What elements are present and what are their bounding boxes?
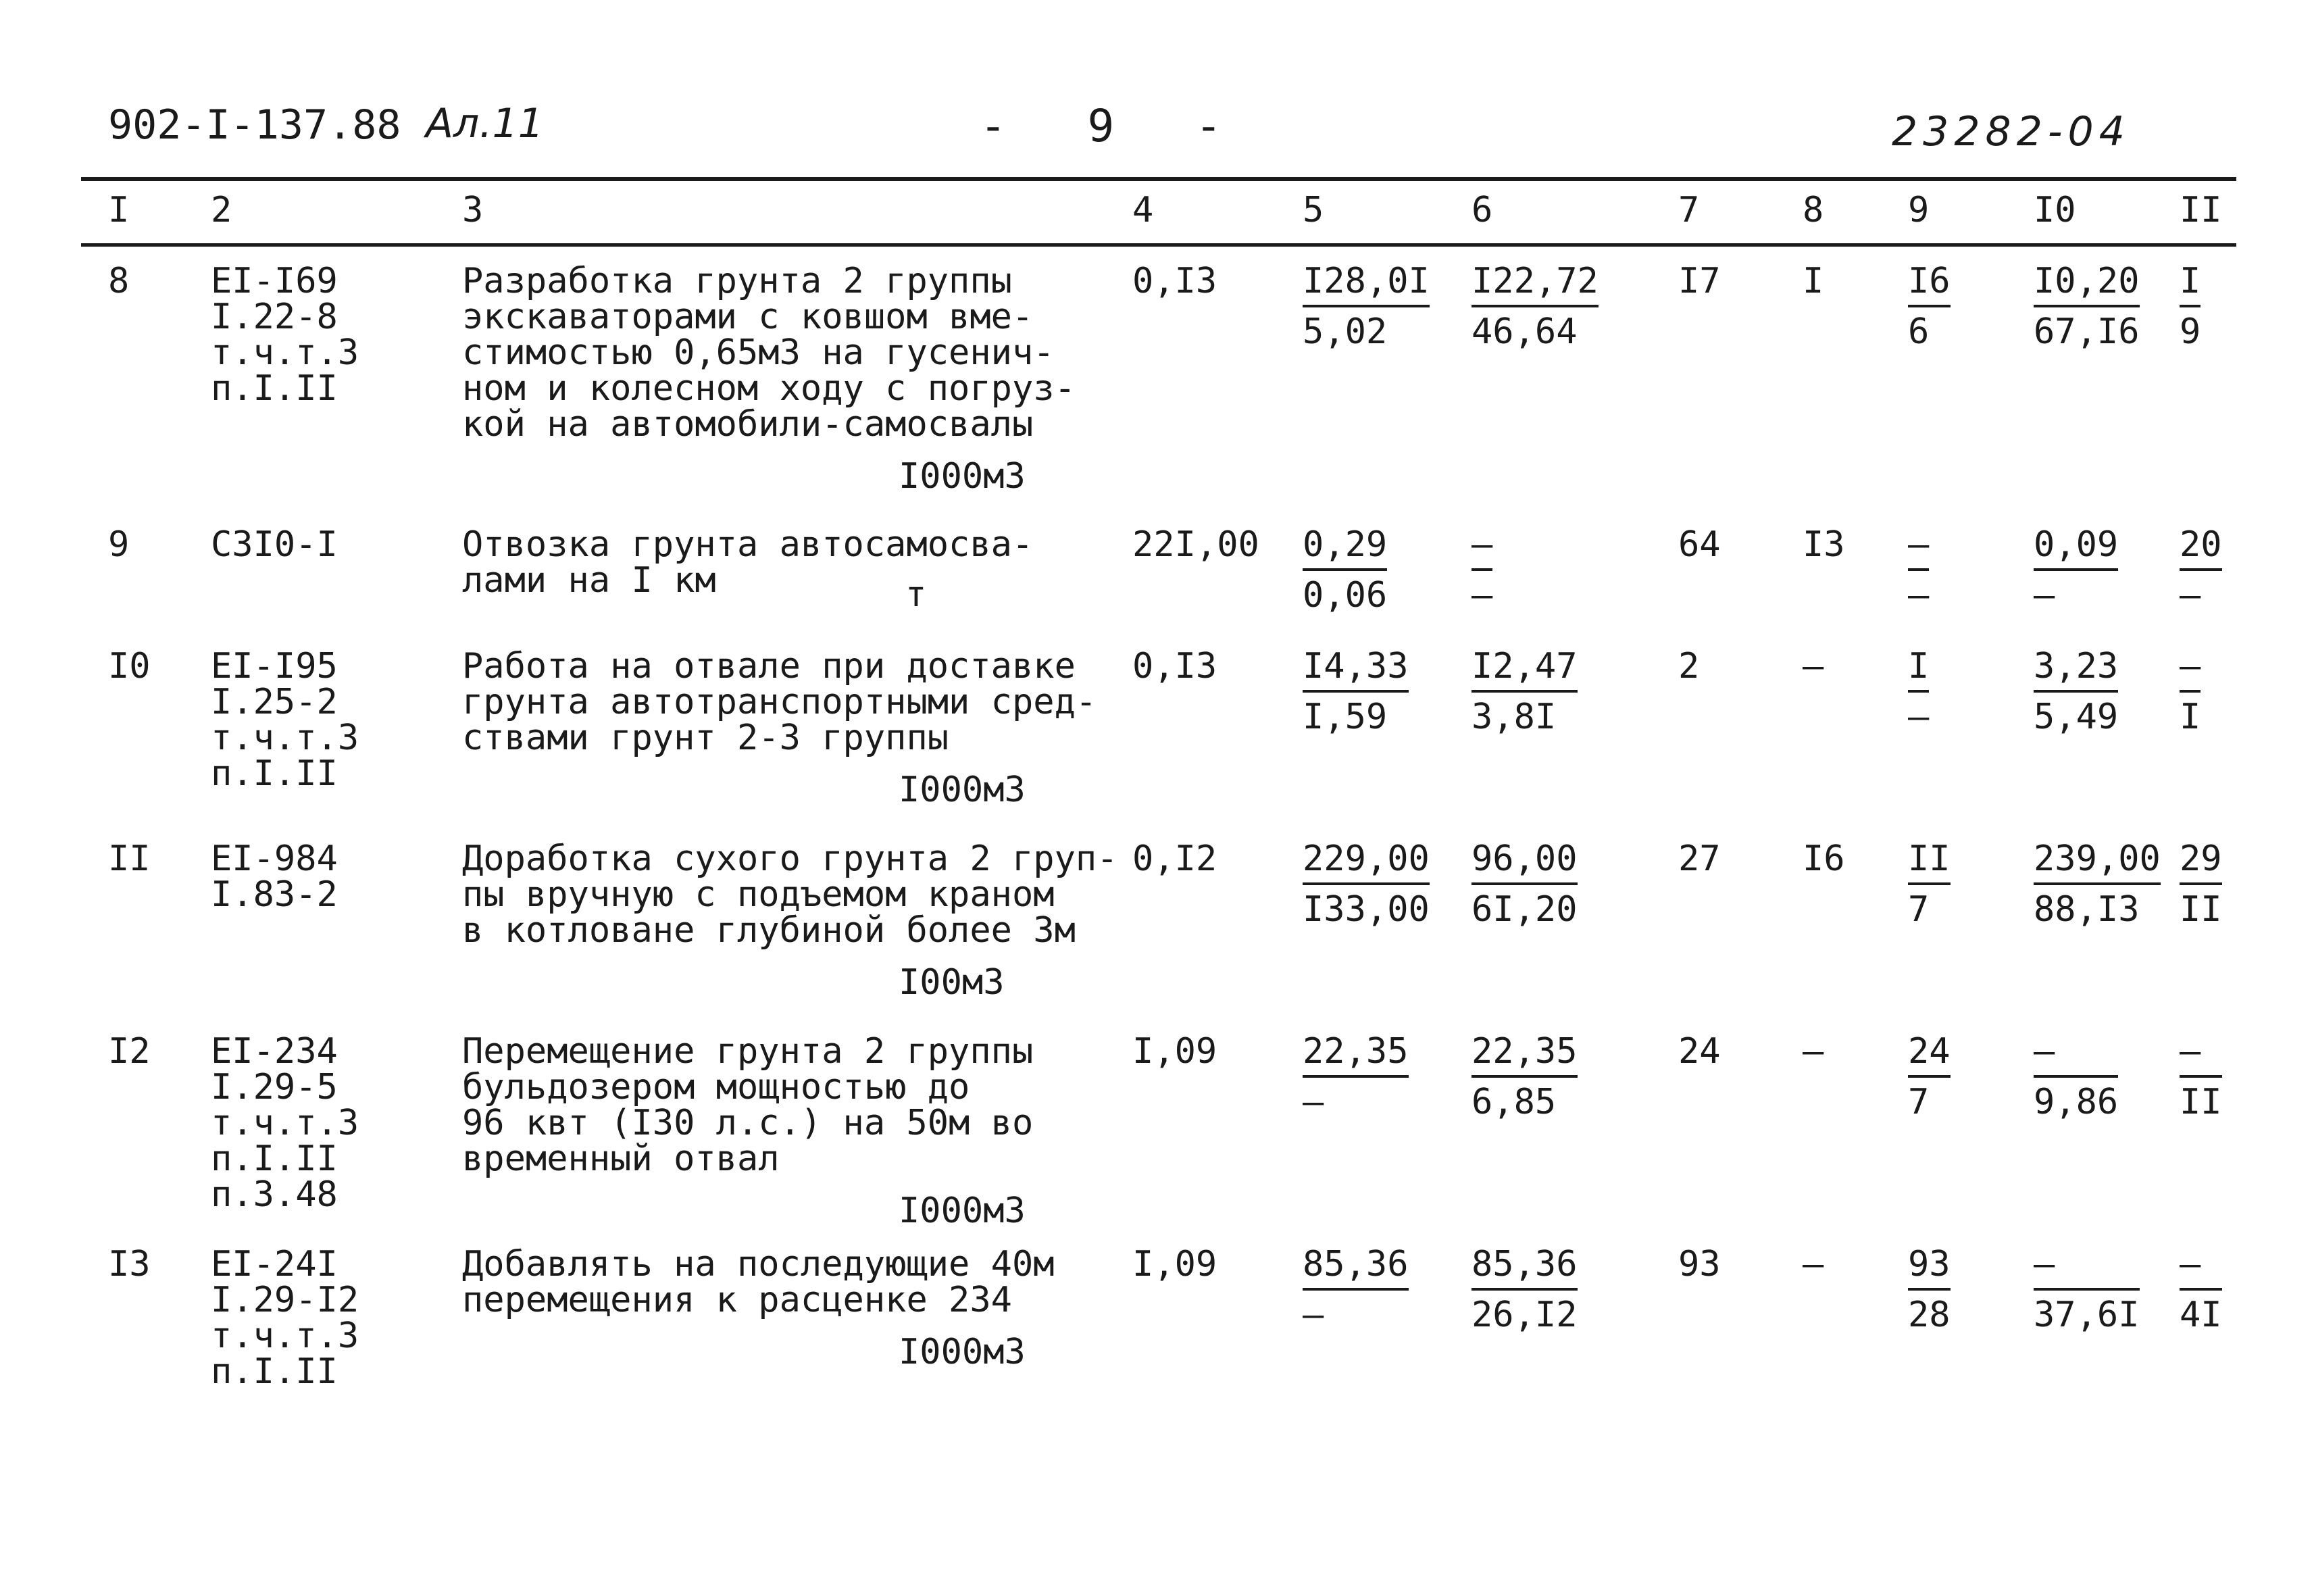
col6-value-denominator: 26,I2 <box>1472 1295 1578 1335</box>
col9-value-denominator: – <box>1908 575 1930 616</box>
column-header-8: 8 <box>1803 190 1824 230</box>
column-header-11: II <box>2180 190 2222 230</box>
column-header-6: 6 <box>1472 190 1493 230</box>
column-header-3: 3 <box>462 190 484 230</box>
col8-value: – <box>1803 646 1824 687</box>
col11-value-numerator: – <box>2180 1247 2222 1291</box>
col6-value-denominator: 3,8I <box>1472 697 1557 737</box>
col11-value <box>2180 261 2201 352</box>
col6-value-denominator: 6,85 <box>1472 1082 1557 1122</box>
quantity: I,09 <box>1132 1244 1217 1285</box>
col10-value-numerator: 239,00 <box>2034 841 2161 885</box>
col10-value <box>2034 1031 2119 1122</box>
work-description: Перемещение грунта 2 группы бульдозером мощностью до 96 квт (I30 л.с.) на 50м во временный отвал <box>462 1031 1034 1179</box>
col9-value <box>1908 646 1930 737</box>
col9-value-denominator: 6 <box>1908 311 1930 352</box>
col5-value <box>1303 524 1388 616</box>
col5-value-numerator: I28,0I <box>1303 264 1430 307</box>
col5-value-numerator: 229,00 <box>1303 841 1430 885</box>
col11-value <box>2180 1031 2222 1122</box>
col6-value <box>1472 261 1599 352</box>
col5-value <box>1303 261 1430 352</box>
row-number: II <box>108 839 151 879</box>
col6-value-numerator: 96,00 <box>1472 841 1578 885</box>
col11-value-numerator: 20 <box>2180 527 2222 571</box>
col10-value-denominator: 37,6I <box>2034 1295 2140 1335</box>
sheet-label: Ал.11 <box>426 100 544 147</box>
col10-value <box>2034 841 2161 928</box>
col11-value <box>2180 841 2222 928</box>
col7-value: 93 <box>1678 1244 1721 1285</box>
column-header-1: I <box>108 190 130 230</box>
col8-value: I3 <box>1803 524 1845 565</box>
col6-value-denominator: 6I,20 <box>1472 889 1578 930</box>
col10-value-denominator: 88,I3 <box>2034 889 2140 930</box>
col11-value <box>2180 524 2222 616</box>
quantity: I,09 <box>1132 1031 1217 1072</box>
col10-value-numerator: I0,20 <box>2034 264 2140 307</box>
col5-value-numerator: 0,29 <box>1303 527 1387 571</box>
col6-value-numerator: – <box>1472 527 1492 571</box>
col6-value-denominator: – <box>1472 575 1493 616</box>
col11-value-denominator: II <box>2180 889 2222 930</box>
col11-value-denominator: – <box>2180 575 2201 616</box>
col10-value <box>2034 524 2119 616</box>
col9-value-numerator: I6 <box>1908 264 1951 307</box>
col6-value <box>1472 524 1493 616</box>
col5-value-denominator: 5,02 <box>1303 311 1388 352</box>
col5-value-numerator: 85,36 <box>1303 1247 1409 1291</box>
norm-code: EI-I95 I.25-2 т.ч.т.3 п.I.II <box>211 646 359 794</box>
quantity: 22I,00 <box>1132 524 1259 565</box>
col10-value-denominator: 67,I6 <box>2034 311 2140 352</box>
col10-value <box>2034 261 2140 352</box>
col5-value-denominator: – <box>1303 1082 1324 1122</box>
col5-value <box>1303 1244 1409 1335</box>
col11-value-numerator: – <box>2180 1034 2222 1078</box>
col6-value <box>1472 1031 1578 1122</box>
page-number: - 9 - <box>980 100 1249 152</box>
norm-code: EI-234 I.29-5 т.ч.т.3 п.I.II п.3.48 <box>211 1031 359 1215</box>
col5-value-numerator: I4,33 <box>1303 649 1409 693</box>
norm-code: EI-24I I.29-I2 т.ч.т.3 п.I.II <box>211 1244 359 1392</box>
col11-value <box>2180 646 2201 737</box>
col5-value-numerator: 22,35 <box>1303 1034 1409 1078</box>
col5-value <box>1303 841 1430 928</box>
col7-value: 2 <box>1678 646 1700 687</box>
col5-value <box>1303 1031 1409 1122</box>
col11-value-numerator: 29 <box>2180 841 2222 885</box>
col5-value-denominator: 0,06 <box>1303 575 1388 616</box>
col10-value-numerator: 3,23 <box>2034 649 2118 693</box>
col6-value-numerator: I22,72 <box>1472 264 1599 307</box>
col5-value-denominator: I33,00 <box>1303 889 1430 930</box>
col6-value <box>1472 1244 1578 1335</box>
col10-value-denominator: – <box>2034 575 2055 616</box>
col9-value <box>1908 524 1930 616</box>
document-number: 902-I-137.88 <box>108 101 401 149</box>
norm-code: EI-984 I.83-2 <box>211 839 338 915</box>
table-top-rule <box>81 177 2236 181</box>
col9-value <box>1908 261 1951 352</box>
col11-value-denominator: I <box>2180 697 2201 737</box>
unit-of-measure: I000м3 <box>899 770 1026 810</box>
work-description: Доработка сухого грунта 2 груп- пы вручную с подъемом краном в котловане глубиной более 3м <box>462 839 1118 951</box>
col6-value-denominator: 46,64 <box>1472 311 1578 352</box>
col10-value-denominator: 5,49 <box>2034 697 2119 737</box>
work-description: Работа на отвале при доставке грунта автотранспортными сред- ствами грунт 2-3 группы <box>462 646 1097 758</box>
col10-value-numerator: – <box>2034 1247 2140 1291</box>
row-number: I0 <box>108 646 151 687</box>
col9-value-numerator: – <box>1908 527 1929 571</box>
unit-of-measure: I000м3 <box>899 1332 1026 1372</box>
work-description: Разработка грунта 2 группы экскаваторами с ковшом вме- стимостью 0,65м3 на гусенич- ном и колесном ходу с погруз- кой на автомобили-самосвалы <box>462 261 1076 445</box>
col7-value: 24 <box>1678 1031 1721 1072</box>
col7-value: I7 <box>1678 261 1721 301</box>
col9-value-numerator: I <box>1908 649 1929 693</box>
col9-value <box>1908 1244 1951 1335</box>
column-header-4: 4 <box>1132 190 1154 230</box>
col7-value: 27 <box>1678 839 1721 879</box>
unit-of-measure: I000м3 <box>899 456 1026 497</box>
col9-value-denominator: 7 <box>1908 1082 1930 1122</box>
col8-value: I6 <box>1803 839 1845 879</box>
norm-code: EI-I69 I.22-8 т.ч.т.3 п.I.II <box>211 261 359 409</box>
col5-value-denominator: I,59 <box>1303 697 1388 737</box>
column-header-7: 7 <box>1678 190 1700 230</box>
col10-value <box>2034 1244 2140 1335</box>
col6-value-numerator: 22,35 <box>1472 1034 1578 1078</box>
col9-value-denominator: 7 <box>1908 889 1930 930</box>
col11-value-denominator: 4I <box>2180 1295 2222 1335</box>
work-description: Отвозка грунта автосамосва- лами на I км <box>462 524 1034 601</box>
col5-value <box>1303 646 1409 737</box>
column-header-5: 5 <box>1303 190 1324 230</box>
col7-value: 64 <box>1678 524 1721 565</box>
col6-value-numerator: 85,36 <box>1472 1247 1578 1291</box>
col10-value <box>2034 646 2119 737</box>
col9-value-numerator: II <box>1908 841 1951 885</box>
col11-value-denominator: II <box>2180 1082 2222 1122</box>
archive-number: 23282-04 <box>1892 108 2130 155</box>
col9-value-numerator: 24 <box>1908 1034 1951 1078</box>
col9-value <box>1908 841 1951 928</box>
column-header-10: I0 <box>2034 190 2076 230</box>
unit-of-measure: I000м3 <box>899 1191 1026 1231</box>
col11-value-denominator: 9 <box>2180 311 2201 352</box>
col8-value: I <box>1803 261 1824 301</box>
col9-value <box>1908 1031 1951 1122</box>
col6-value <box>1472 841 1578 928</box>
row-number: 8 <box>108 261 130 301</box>
unit-of-measure: I00м3 <box>899 962 1005 1003</box>
col9-value-denominator: – <box>1908 697 1930 737</box>
row-number: I2 <box>108 1031 151 1072</box>
col5-value-denominator: – <box>1303 1295 1324 1335</box>
column-header-2: 2 <box>211 190 232 230</box>
col9-value-numerator: 93 <box>1908 1247 1951 1291</box>
col10-value-denominator: 9,86 <box>2034 1082 2119 1122</box>
col8-value: – <box>1803 1244 1824 1285</box>
row-number: 9 <box>108 524 130 565</box>
row-number: I3 <box>108 1244 151 1285</box>
column-header-9: 9 <box>1908 190 1930 230</box>
quantity: 0,I3 <box>1132 646 1217 687</box>
col11-value-numerator: I <box>2180 264 2200 307</box>
col6-value-numerator: I2,47 <box>1472 649 1578 693</box>
header-bottom-rule <box>81 243 2236 247</box>
quantity: 0,I2 <box>1132 839 1217 879</box>
col8-value: – <box>1803 1031 1824 1072</box>
col9-value-denominator: 28 <box>1908 1295 1951 1335</box>
unit-of-measure: т <box>905 574 927 615</box>
col10-value-numerator: – <box>2034 1034 2118 1078</box>
col6-value <box>1472 646 1578 737</box>
quantity: 0,I3 <box>1132 261 1217 301</box>
col10-value-numerator: 0,09 <box>2034 527 2118 571</box>
col11-value <box>2180 1244 2222 1335</box>
col11-value-numerator: – <box>2180 649 2200 693</box>
work-description: Добавлять на последующие 40м перемещения к расценке 234 <box>462 1244 1055 1320</box>
norm-code: C3I0-I <box>211 524 338 565</box>
